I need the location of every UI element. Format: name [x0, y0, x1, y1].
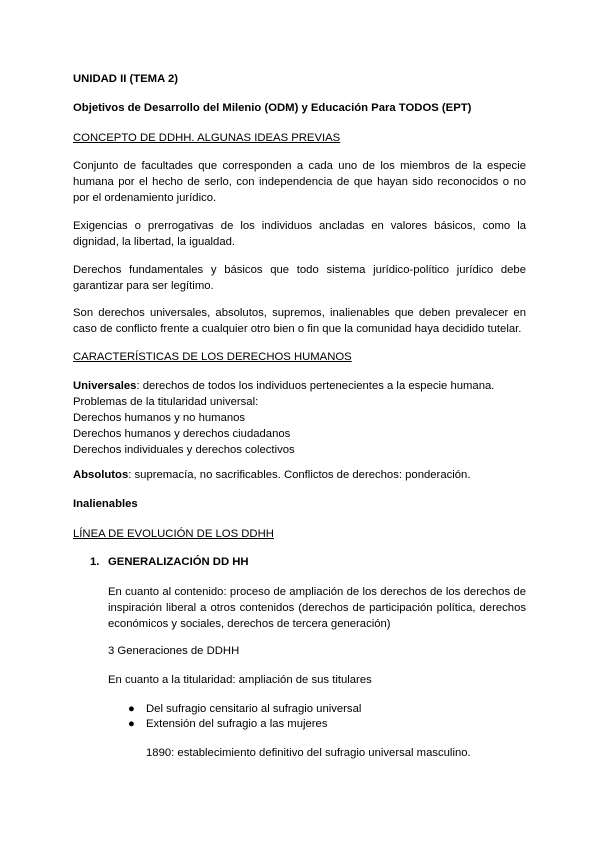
list-item-title: GENERALIZACIÓN DD HH [108, 556, 249, 568]
absolutos-label: Absolutos [73, 469, 129, 481]
section-heading-concepto: CONCEPTO DE DDHH. ALGUNAS IDEAS PREVIAS [73, 132, 341, 144]
absolutos-text: : supremacía, no sacrificables. Conflictos de derechos: ponderación. [128, 469, 471, 481]
inalienables-label: Inalienables [73, 498, 138, 510]
universales-paragraph [73, 378, 526, 394]
universales-label: Universales [73, 380, 137, 392]
absolutos-paragraph [73, 467, 470, 483]
titularidad-text: En cuanto a la titularidad: ampliación de sus titulares [108, 674, 372, 686]
bullet-dot: ● [128, 718, 135, 730]
bullet-text: Extensión del sufragio a las mujeres [146, 718, 328, 730]
universales-line: Derechos humanos y derechos ciudadanos [73, 428, 291, 440]
bullet-text: Del sufragio censitario al sufragio universal [146, 703, 362, 715]
universales-list [73, 394, 526, 458]
universales-text: : derechos de todos los individuos pertenecientes a la especie humana. [136, 380, 495, 392]
content-paragraph: En cuanto al contenido: proceso de ampliación de los derechos de los derechos de inspiración liberal a otros contenidos (derechos de participación política, derechos económicos y sociales, derechos de tercera generación) [108, 586, 526, 630]
subtitle: Objetivos de Desarrollo del Milenio (ODM) y Educación Para TODOS (EPT) [73, 102, 472, 114]
paragraph-concepto-1: Conjunto de facultades que corresponden a cada uno de los miembros de la especie humana por el hecho de serlo, con independencia de que hayan sido reconocidos o no por el ordenamiento jurídico. [73, 160, 526, 204]
generations-text: 3 Generaciones de DDHH [108, 645, 240, 657]
section-heading-evolucion: LÍNEA DE EVOLUCIÓN DE LOS DDHH [73, 528, 274, 540]
paragraph-concepto-3: Derechos fundamentales y básicos que todo sistema jurídico-político jurídico debe garantizar para ser legítimo. [73, 264, 526, 292]
universales-line: Derechos individuales y derechos colectivos [73, 444, 295, 456]
list-item-number: 1. [90, 556, 100, 568]
paragraph-concepto-4: Son derechos universales, absolutos, supremos, inalienables que deben prevalecer en caso de conflicto frente a cualquier otro bien o fin que la comunidad haya decidido tutelar. [73, 307, 526, 335]
section-heading-caracteristicas: CARACTERÍSTICAS DE LOS DERECHOS HUMANOS [73, 351, 352, 363]
bullet-dot: ● [128, 703, 135, 715]
paragraph-concepto-2: Exigencias o prerrogativas de los individuos ancladas en valores básicos, como la dignidad, la libertad, la igualdad. [73, 220, 526, 248]
universales-line: Problemas de la titularidad universal: [73, 396, 259, 408]
universales-line: Derechos humanos y no humanos [73, 412, 246, 424]
unit-title: UNIDAD II (TEMA 2) [73, 73, 179, 85]
note-1890: 1890: establecimiento definitivo del sufragio universal masculino. [146, 747, 471, 759]
